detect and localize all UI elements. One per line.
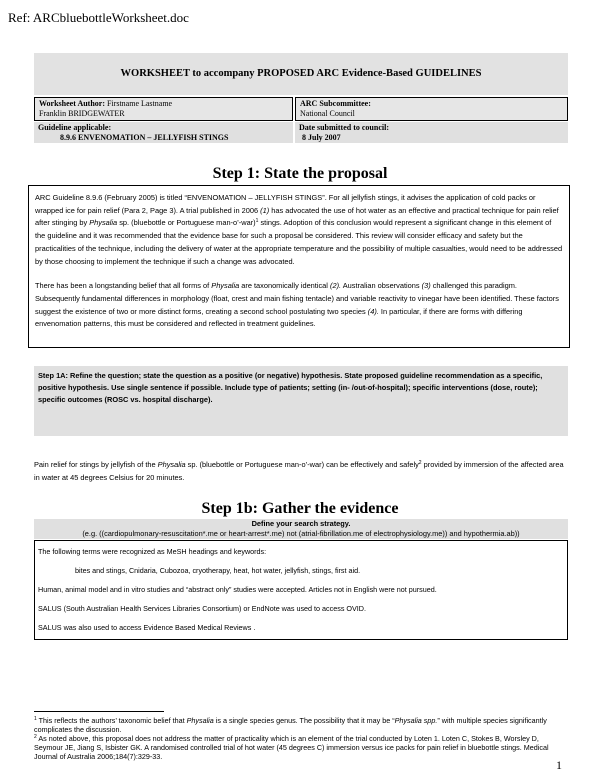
info-table (34, 97, 568, 143)
define-example: (e.g. ((cardiopulmonary-resuscitation*.me or heart-arrest*.me) not (atrial-fibrillation.me of electrophysiology.me)) and hypothermia.ab)) (82, 528, 520, 538)
define-title: Define your search strategy. (251, 519, 351, 528)
footnotes (34, 716, 568, 761)
mesh-intro: The following terms were recognized as MeSH headings and keywords: (38, 547, 267, 556)
date-value: 8 July 2007 (302, 132, 341, 142)
subcommittee-cell (295, 97, 568, 121)
proposal-paragraph-1: ARC Guideline 8.9.6 (February 2005) is titled “ENVENOMATION – JELLYFISH STINGS”. For all jellyfish stings, it advises the application of cold packs or wrapped ice for pain relief (Para 2, Page 3). A trial published in 2006 (1) has advocated the use of hot water as an effective and practical technique for pain relief after stinging by Physalia sp. (bluebottle or Portuguese man-o’-war)$^1$ stings. Adoption of this conclusion would represent a significant change in this element of the guideline and it was recommended that the evidence base for such a proposal be considered. This review will consider efficacy and safety but the practicalities of the technique, including the delivery of water at the appropriate temperature and the possibility of multiple casualties, would need to be addressed by those choosing to implement the technique if such a change was advocated. (35, 193, 563, 266)
guideline-label: Guideline applicable: (38, 123, 112, 132)
page-number: 1 (556, 758, 562, 772)
subcommittee-value: National Council (300, 108, 355, 118)
author-name: Firstname Lastname (107, 99, 173, 108)
guideline-value: 8.9.6 ENVENOMATION – JELLYFISH STINGS (60, 132, 229, 142)
document-reference: Ref: ARCbluebottleWorksheet.doc (8, 10, 189, 25)
search-strategy-header (34, 519, 568, 539)
footnote-2: $^2$ As noted above, this proposal does not address the matter of practicality which is an element of the trial conducted by Loten 1. Loten C, Stokes B, Worsley D, Seymour JE, Jiang S, Isbister GK. A randomised controlled trial of hot water (45 degrees C) immersion versus ice packs for pain relief in bluebottle stings. Medical Journal of Australia 2006;184(7):329-33. (34, 734, 549, 761)
proposal-box (28, 185, 570, 348)
mesh-terms: bites and stings, Cnidaria, Cubozoa, cryotherapy, heat, hot water, jellyfish, stings, first aid. (75, 566, 361, 575)
step1b-title: Step 1b: Gather the evidence (201, 500, 399, 517)
subcommittee-label: ARC Subcommittee: (300, 99, 371, 108)
footnote-1: $^1$ This reflects the authors’ taxonomic belief that Physalia is a single species genus. The possibility that it may be “Physalia spp.” with multiple species significantly complicates the discussion. (34, 716, 547, 734)
proposal-paragraph-2: There has been a longstanding belief that all forms of Physalia are taxonomically identical (2). Australian observations (3) challenged this paradigm. Subsequently fundamental differences in morphology (float, crest and main fishing tentacle) and variable reactivity to vinegar have been identified. These factors suggest the existence of two or more distinct forms, creating a second school postulating two species (4). In particular, if there are forms with differing envenomation patterns, this must be considered and reflected in treatment guidelines. (35, 281, 559, 329)
step1a-instructions: Step 1A: Refine the question; state the question as a positive (or negative) hypothesis. State proposed guideline recommendation as a specific, positive hypothesis. Use single sentence if possible. Include type of patients; setting (in- /out-of-hospital); specific interventions (dose, route); specific outcomes (ROSC vs. hospital discharge). (34, 366, 568, 436)
salus-ovid: SALUS (South Australian Health Services Libraries Consortium) or EndNote was used to access OVID. (38, 604, 366, 613)
step1-title: Step 1: State the proposal (212, 165, 388, 182)
worksheet-header: WORKSHEET to accompany PROPOSED ARC Evidence-Based GUIDELINES (34, 53, 568, 95)
date-label: Date submitted to council: (299, 123, 389, 132)
date-cell (295, 122, 568, 143)
author-name-2: Franklin BRIDGEWATER (39, 108, 125, 118)
hypothesis-text: Pain relief for stings by jellyfish of the Physalia sp. (bluebottle or Portuguese man-o’-war) can be effectively and safely$^2$ provided by immersion of the affected area in water at 45 degrees Celsius for 20 minutes. (34, 460, 564, 482)
search-strategy-box (34, 540, 568, 640)
footnote-divider (34, 711, 164, 712)
guideline-cell (34, 122, 293, 143)
author-label: Worksheet Author: (39, 99, 105, 108)
salus-ebmr: SALUS was also used to access Evidence Based Medical Reviews . (38, 623, 256, 632)
author-cell (34, 97, 293, 121)
study-criteria: Human, animal model and in vitro studies and “abstract only” studies were accepted. Articles not in English were not pursued. (38, 585, 437, 594)
